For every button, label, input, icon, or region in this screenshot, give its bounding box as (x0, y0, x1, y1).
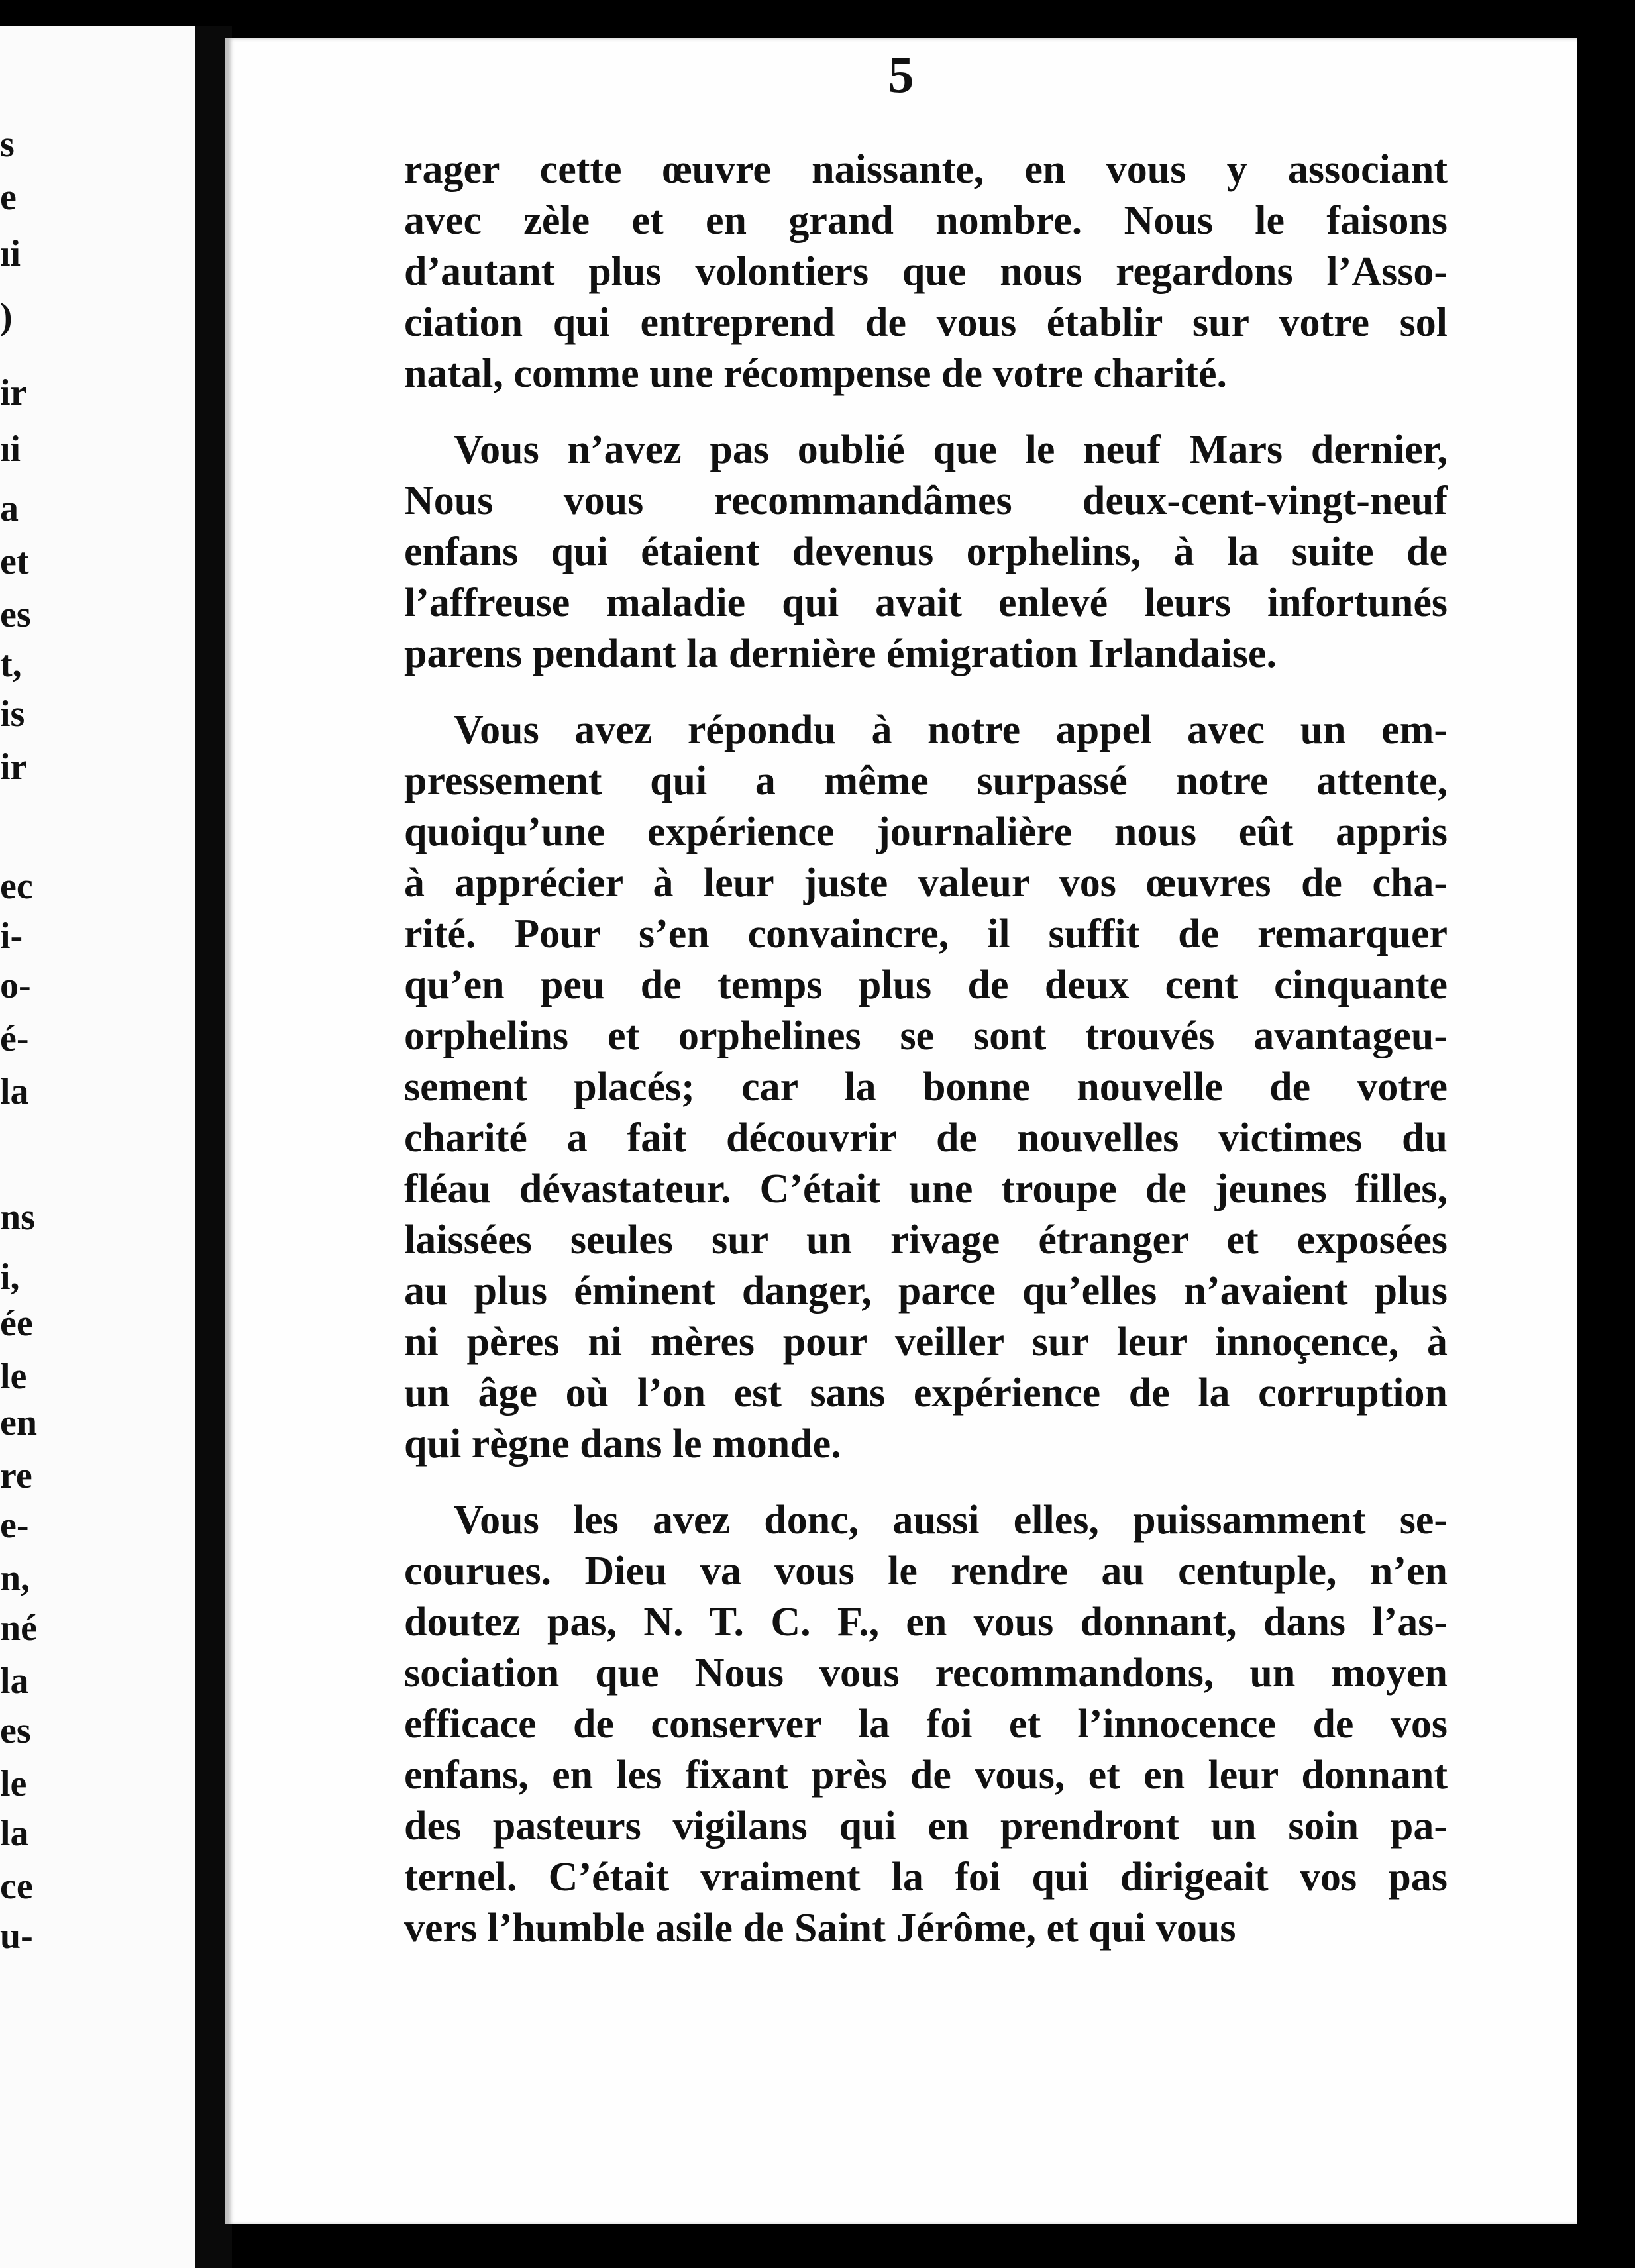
adjacent-page-text-fragment: la (0, 1661, 29, 1702)
text-line: efficace de conserver la foi et l’innocence de vos (404, 1702, 1448, 1747)
text-line: ternel. C’était vraiment la foi qui dirigeait vos pas (404, 1855, 1448, 1900)
text-line: enfans, en les fixant près de vous, et en leur donnant (404, 1753, 1448, 1798)
book-page (225, 38, 1577, 2224)
text-line: fléau dévastateur. C’était une troupe de jeunes filles, (404, 1166, 1448, 1211)
text-line: sociation que Nous vous recommandons, un moyen (404, 1651, 1448, 1696)
paragraph (404, 425, 1448, 680)
adjacent-page-text-fragment: i- (0, 915, 23, 956)
adjacent-page-text-fragment: e (0, 177, 17, 218)
text-line: Vous n’avez pas oublié que le neuf Mars dernier, (454, 427, 1448, 472)
text-line: vers l’humble asile de Saint Jérôme, et qui vous (404, 1906, 1236, 1951)
adjacent-page-text-fragment: ir (0, 747, 27, 788)
text-line: ni pères ni mères pour veiller sur leur innoçence, à (404, 1319, 1448, 1365)
text-line: l’affreuse maladie qui avait enlevé leurs infortunés (404, 580, 1448, 625)
adjacent-page-text-fragment: la (0, 1813, 29, 1854)
adjacent-page-text-fragment: ce (0, 1866, 33, 1907)
adjacent-page-text-fragment: ıi (0, 429, 21, 470)
text-line: enfans qui étaient devenus orphelins, à la suite de (404, 529, 1448, 574)
text-line: pressement qui a même surpassé notre attente, (404, 758, 1448, 803)
page-number: 5 (888, 46, 914, 103)
text-line: ciation qui entreprend de vous établir sur votre sol (404, 300, 1448, 345)
adjacent-page-text-fragment: es (0, 1710, 31, 1751)
adjacent-page-text-fragment: a (0, 488, 19, 529)
adjacent-page-text-fragment: s (0, 124, 15, 165)
text-line: orphelins et orphelines se sont trouvés avantageu- (404, 1013, 1448, 1058)
text-line: des pasteurs vigilans qui en prendront un soin pa- (404, 1804, 1448, 1849)
adjacent-page-text-fragment: re (0, 1455, 32, 1496)
adjacent-page-text-fragment: n, (0, 1558, 30, 1599)
text-line: doutez pas, N. T. C. F., en vous donnant, dans l’as- (404, 1600, 1448, 1645)
adjacent-page-text-fragment: ée (0, 1303, 33, 1344)
adjacent-page-text-fragment: et (0, 541, 29, 582)
text-line: Vous les avez donc, aussi elles, puissamment se- (454, 1498, 1448, 1543)
text-line: Nous vous recommandâmes deux-cent-vingt-neuf (404, 478, 1448, 523)
text-line: à apprécier à leur juste valeur vos œuvres de cha- (404, 860, 1448, 905)
adjacent-page-text-fragment: en (0, 1402, 37, 1443)
adjacent-page-text-fragment: u- (0, 1916, 33, 1957)
text-line: d’autant plus volontiers que nous regardons l’Asso- (404, 249, 1448, 294)
adjacent-page-text-fragment: ir (0, 372, 27, 413)
text-line: au plus éminent danger, parce qu’elles n’avaient plus (404, 1268, 1448, 1314)
adjacent-page-text-fragment: is (0, 694, 25, 735)
adjacent-page-text-fragment: é- (0, 1018, 29, 1059)
adjacent-page-text-fragment: ) (0, 296, 13, 337)
text-line: laissées seules sur un rivage étranger et exposées (404, 1217, 1448, 1263)
paragraph (404, 705, 1448, 1470)
text-line: natal, comme une récompense de votre charité. (404, 351, 1227, 396)
text-line: qui règne dans le monde. (404, 1421, 841, 1467)
adjacent-page-text-fragment: e- (0, 1505, 29, 1546)
adjacent-page-text-fragment: t, (0, 644, 22, 685)
text-line: quoiqu’une expérience journalière nous eût appris (404, 809, 1448, 854)
adjacent-page-text-fragment: ıi (0, 233, 21, 274)
adjacent-page-text-fragment: ns (0, 1197, 35, 1238)
text-line: sement placés; car la bonne nouvelle de votre (404, 1064, 1448, 1109)
adjacent-page-text-fragment: es (0, 594, 31, 635)
adjacent-page-text-fragment: la (0, 1071, 29, 1112)
text-line: charité a fait découvrir de nouvelles victimes du (404, 1115, 1448, 1160)
adjacent-page-text-fragment: le (0, 1356, 27, 1397)
text-line: parens pendant la dernière émigration Irlandaise. (404, 631, 1277, 676)
paragraph (404, 1495, 1448, 1954)
adjacent-page-text-fragment: i, (0, 1257, 20, 1298)
adjacent-page-text-fragment: ec (0, 866, 33, 907)
paragraph (404, 144, 1448, 399)
adjacent-page-text-fragment: né (0, 1608, 37, 1649)
text-line: Vous avez répondu à notre appel avec un em- (454, 707, 1448, 752)
adjacent-page (0, 26, 195, 2268)
text-line: qu’en peu de temps plus de deux cent cinquante (404, 962, 1448, 1007)
adjacent-page-text-fragment: le (0, 1763, 27, 1804)
adjacent-page-text-fragment: o- (0, 965, 31, 1006)
text-line: rité. Pour s’en convaincre, il suffit de remarquer (404, 911, 1448, 956)
text-line: rager cette œuvre naissante, en vous y associant (404, 147, 1448, 192)
text-line: un âge où l’on est sans expérience de la corruption (404, 1370, 1448, 1416)
text-line: courues. Dieu va vous le rendre au centuple, n’en (404, 1549, 1448, 1594)
page-text (404, 144, 1448, 1979)
text-line: avec zèle et en grand nombre. Nous le faisons (404, 198, 1448, 243)
